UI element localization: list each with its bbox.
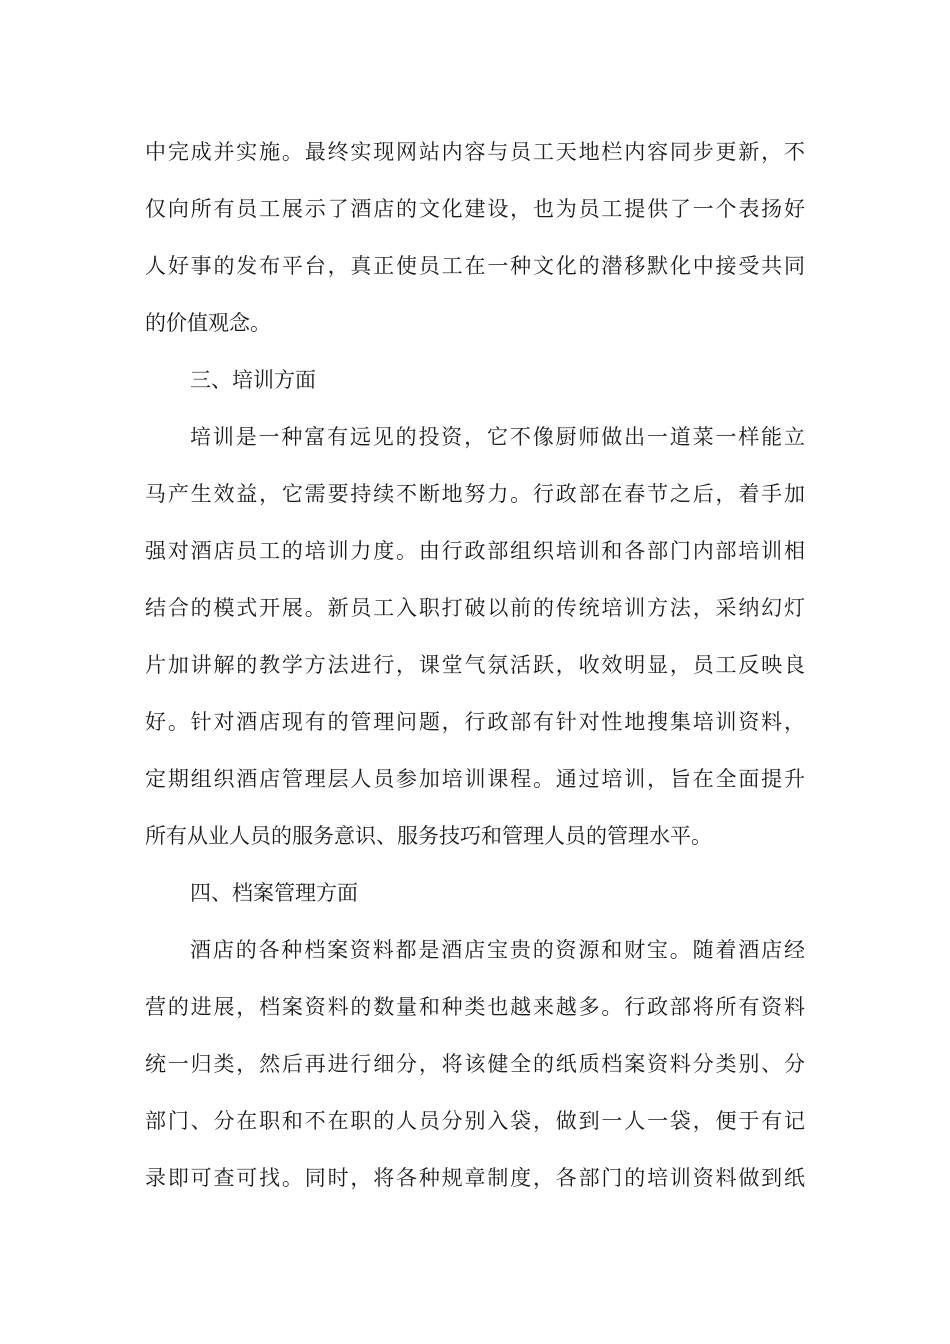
body-text-line: 仅向所有员工展示了酒店的文化建设，也为员工提供了一个表扬好 bbox=[145, 197, 805, 221]
body-text-line: 结合的模式开展。新员工入职打破以前的传统培训方法，采纳幻灯 bbox=[145, 596, 805, 620]
body-text-line: 定期组织酒店管理层人员参加培训课程。通过培训，旨在全面提升 bbox=[145, 767, 805, 791]
body-text-line: 好。针对酒店现有的管理问题，行政部有针对性地搜集培训资料， bbox=[145, 710, 805, 734]
body-text-line: 培训是一种富有远见的投资，它不像厨师做出一道菜一样能立 bbox=[190, 425, 805, 449]
body-text-line: 营的进展，档案资料的数量和种类也越来越多。行政部将所有资料 bbox=[145, 995, 805, 1019]
body-text-line: 中完成并实施。最终实现网站内容与员工天地栏内容同步更新，不 bbox=[145, 140, 805, 164]
body-text-line: 统一归类，然后再进行细分，将该健全的纸质档案资料分类别、分 bbox=[145, 1052, 805, 1076]
body-text-line: 马产生效益，它需要持续不断地努力。行政部在春节之后，着手加 bbox=[145, 482, 805, 506]
body-text-line: 的价值观念。 bbox=[145, 311, 271, 335]
section-heading-archives: 四、档案管理方面 bbox=[190, 881, 358, 905]
body-text-line: 部门、分在职和不在职的人员分别入袋，做到一人一袋，便于有记 bbox=[145, 1109, 805, 1133]
body-text-line: 人好事的发布平台，真正使员工在一种文化的潜移默化中接受共同 bbox=[145, 254, 805, 278]
section-heading-training: 三、培训方面 bbox=[190, 368, 316, 392]
body-text-line: 所有从业人员的服务意识、服务技巧和管理人员的管理水平。 bbox=[145, 824, 712, 848]
body-text-line: 酒店的各种档案资料都是酒店宝贵的资源和财宝。随着酒店经 bbox=[190, 938, 805, 962]
body-text-line: 录即可查可找。同时，将各种规章制度，各部门的培训资料做到纸 bbox=[145, 1166, 805, 1190]
body-text-line: 强对酒店员工的培训力度。由行政部组织培训和各部门内部培训相 bbox=[145, 539, 805, 563]
body-text-line: 片加讲解的教学方法进行，课堂气氛活跃，收效明显，员工反映良 bbox=[145, 653, 805, 677]
